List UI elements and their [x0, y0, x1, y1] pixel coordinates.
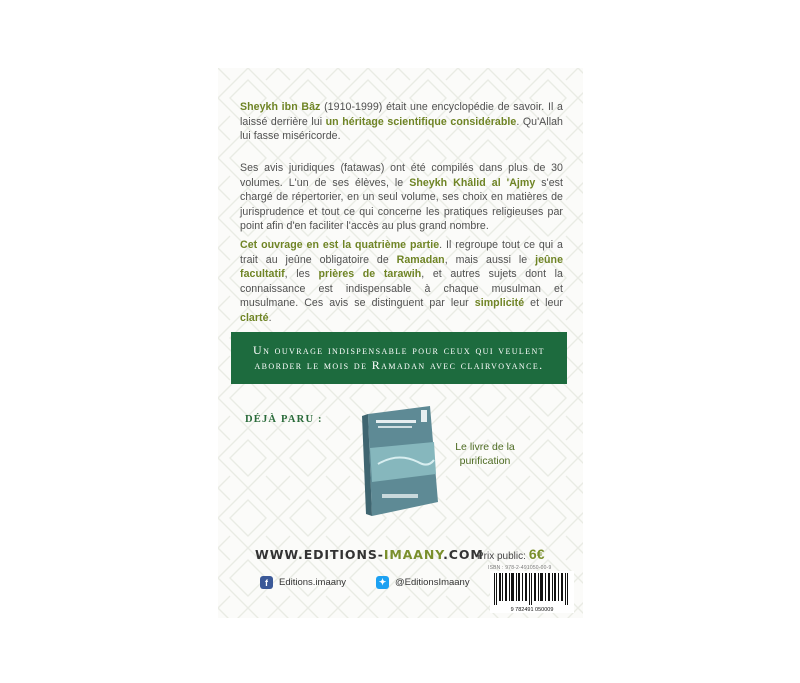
highlight: Ramadan: [396, 253, 445, 266]
website-url[interactable]: [255, 547, 484, 562]
text: , mais aussi le: [444, 253, 536, 266]
text: Ses avis juridiques (fatawas) ont été compilés dans plus de 30 volumes. L'un de ses élèves, le: [240, 162, 563, 189]
highlight: Sheykh Khâlid al 'Ajmy: [409, 176, 536, 189]
text: Prix public:: [477, 551, 526, 562]
facebook-icon: f: [260, 576, 273, 589]
highlight: jeûne facultatif: [240, 253, 564, 280]
content-paragraph: [240, 238, 563, 325]
facebook-handle: Editions.imaany: [279, 577, 347, 588]
barcode-digits: 9 782491 050009: [510, 607, 554, 613]
author-name: Sheykh ibn Bâz: [240, 101, 321, 113]
isbn-label: ISBN : 978-2-491050-00-9: [488, 565, 552, 571]
highlight: un héritage scientifique considérable: [325, 115, 517, 128]
book-back-cover: [218, 68, 583, 618]
twitter-link[interactable]: [376, 576, 470, 589]
barcode: [490, 571, 574, 613]
highlight: simplicité: [474, 297, 525, 309]
price-amount: 6€: [528, 546, 545, 562]
text: WWW.EDITIONS-: [255, 547, 384, 562]
text: et leur: [524, 297, 563, 309]
highlight: prières de tarawih: [318, 268, 422, 280]
already-published-label: DÉJÀ PARU :: [245, 414, 323, 425]
text: .COM: [443, 547, 484, 562]
intro-paragraph: [240, 100, 563, 144]
text: . Il regroupe tout ce qui a trait au jeûne obligatoire de: [240, 239, 563, 266]
tagline-banner: Un ouvrage indispensable pour ceux qui veulent aborder le mois de Ramadan avec clairvoyance.: [231, 332, 567, 384]
twitter-handle: @EditionsImaany: [395, 577, 470, 588]
price-label: [477, 546, 544, 562]
text: , et autres sujets dont la connaissance est indispensable à chaque musulman et musulmane. Ces avis se distinguent par leur: [240, 268, 563, 309]
book-caption: Le livre de la purification: [455, 441, 515, 467]
highlight: clarté: [240, 311, 269, 324]
text: .: [268, 311, 272, 324]
text: , les: [284, 268, 319, 280]
highlight: IMAANY: [383, 547, 444, 562]
highlight: Cet ouvrage en est la quatrième partie: [240, 239, 440, 251]
text: (1910-1999) était une encyclopédie de savoir. Il a laissé derrière lui: [240, 101, 563, 128]
compilation-paragraph: [240, 161, 563, 234]
facebook-link[interactable]: [260, 576, 346, 589]
book-cover-image: [358, 404, 443, 519]
text: s'est chargé de répertorier, en un seul volume, ses choix en matières de jurisprudence et tout ce qui concerne les pratiques religieuses par point afin d'en faciliter l'accès au plus grand nombre.: [240, 176, 563, 232]
twitter-icon: ✦: [376, 576, 389, 589]
text: . Qu'Allah lui fasse miséricorde.: [240, 115, 563, 142]
